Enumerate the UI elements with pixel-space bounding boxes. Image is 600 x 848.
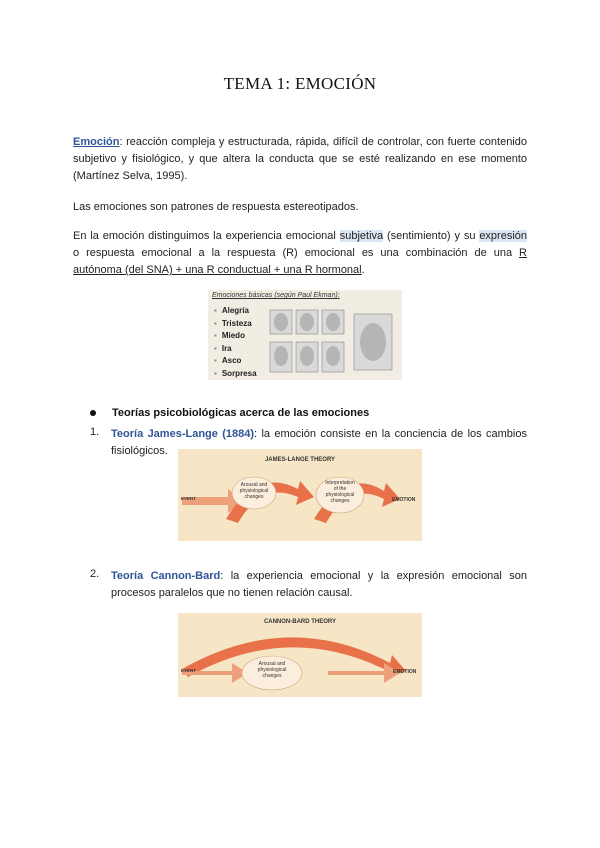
item-2-name: Teoría Cannon-Bard xyxy=(111,570,221,582)
cannon-bard-diagram xyxy=(178,613,422,697)
james-lange-arousal: Arousal and physiological changes xyxy=(239,482,269,500)
paragraph-components xyxy=(73,228,527,279)
james-lange-event: EVENT xyxy=(181,496,197,501)
emotion-item: ▪ Miedo xyxy=(214,331,245,341)
emotion-item: ▪ Alegría xyxy=(214,306,249,315)
definition-text: : reacción compleja y estructurada, rápida, difícil de controlar, con fuerte contenido subjetivo y fisiológico, y que altera la conducta que se esté realizando en ese momento (Martínez Selva, 1995). xyxy=(73,136,527,182)
definition-term[interactable]: Emoción xyxy=(73,136,120,148)
highlight-expresion: expresión xyxy=(479,230,528,242)
para3-text-4: . xyxy=(361,264,365,276)
james-lange-diagram xyxy=(178,449,422,541)
cannon-bard-arousal: Arousal and physiological changes xyxy=(257,661,287,679)
cannon-bard-title: CANNON-BARD THEORY xyxy=(263,619,337,625)
emotions-list xyxy=(214,305,257,381)
definition-paragraph xyxy=(73,134,527,185)
highlight-subjetiva: subjetiva xyxy=(339,230,384,242)
emotion-item: ▪ Asco xyxy=(214,356,242,366)
emotion-item: ▪ Tristeza xyxy=(214,318,252,328)
section-heading: Teorías psicobiológicas acerca de las emociones xyxy=(112,407,370,419)
james-lange-emotion: EMOTION xyxy=(392,497,416,503)
item-1-number: 1. xyxy=(90,426,100,438)
item-1-name: Teoría James-Lange (1884) xyxy=(111,428,255,440)
para3-text-1: En la emoción distinguimos la experiencia emocional xyxy=(73,230,340,242)
underlined-response-types: R autónoma (del SNA) + una R conductual + una R hormonal xyxy=(73,247,527,276)
item-2-text xyxy=(111,568,527,602)
emotion-item: ▪ Sorpresa xyxy=(214,368,257,378)
cannon-bard-diagram-art xyxy=(178,613,422,697)
item-2-number: 2. xyxy=(90,568,100,580)
bullet-dot-icon xyxy=(90,410,96,416)
james-lange-interpretation: Interpretation of the physiological changes xyxy=(325,480,355,504)
emotions-figure-caption: Emociones básicas (según Paul Ekman): xyxy=(212,292,340,299)
james-lange-title: JAMES-LANGE THEORY xyxy=(264,457,336,463)
page-title: TEMA 1: EMOCIÓN xyxy=(223,74,377,93)
section-bullet xyxy=(90,407,369,419)
cannon-bard-event: EVENT xyxy=(181,668,197,673)
cannon-bard-emotion: EMOTION xyxy=(393,669,417,675)
item-2-desc: : la experiencia emocional y la expresión emocional son procesos paralelos que no tienen relación causal. xyxy=(111,570,527,599)
para3-text-3: o respuesta emocional a la respuesta (R) emocional es una combinación de una xyxy=(73,247,520,259)
para3-text-2: (sentimiento) y su xyxy=(383,230,480,242)
item-1-desc: : la emoción consiste en la conciencia de los cambios fisiológicos. xyxy=(111,428,527,457)
paragraph-patterns: Las emociones son patrones de respuesta estereotipados. xyxy=(73,201,359,213)
emotion-item: ▪ Ira xyxy=(214,343,232,353)
